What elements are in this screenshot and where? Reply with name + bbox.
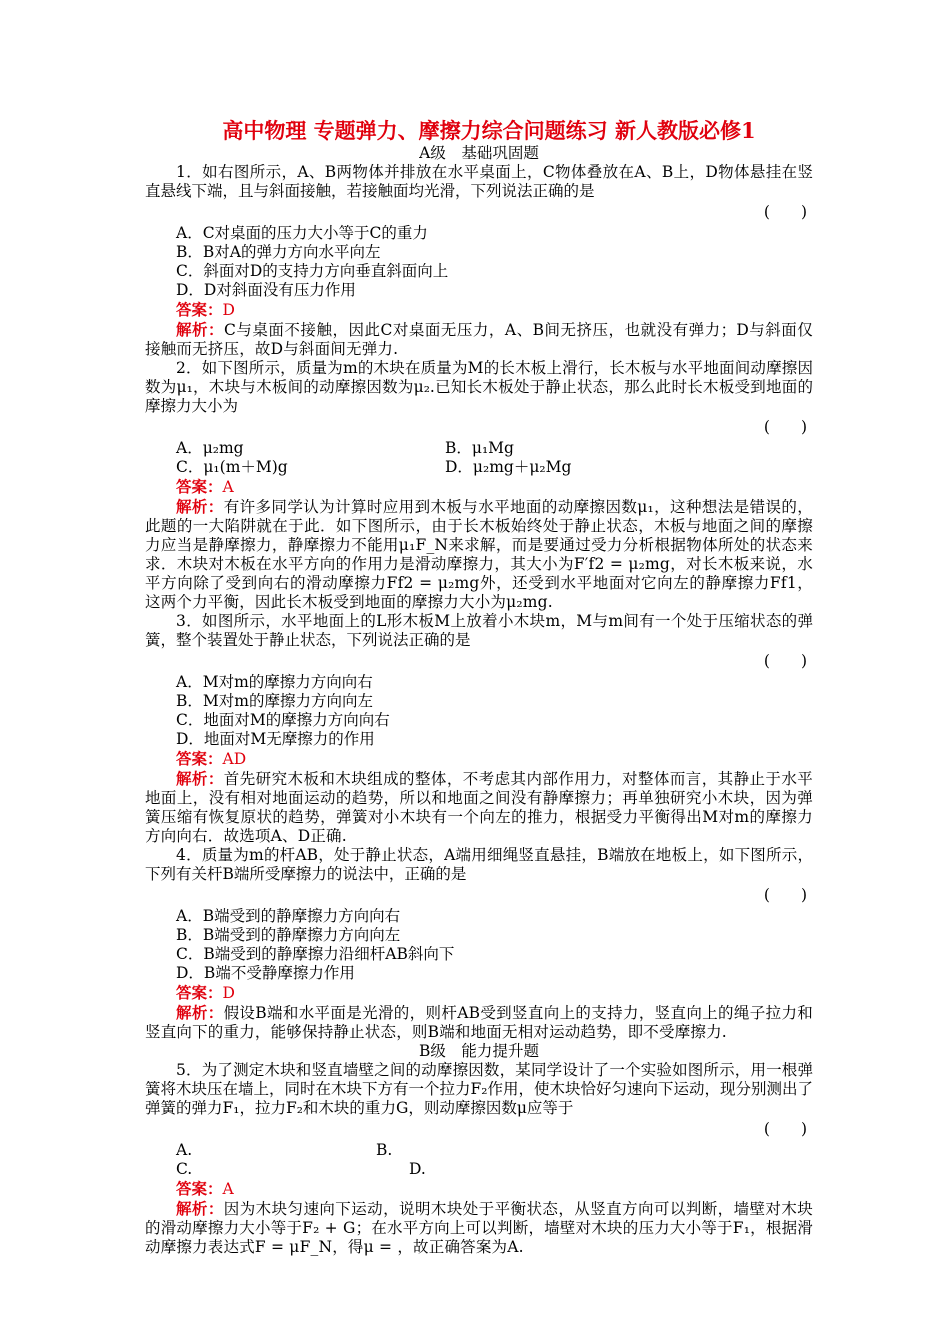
- q2-option-a: A．μ₂mg: [176, 439, 244, 457]
- section-a-heading: A级 基础巩固题: [419, 144, 539, 162]
- q5-option-a: A.: [176, 1141, 193, 1159]
- q2-analysis: 解析：有许多同学认为计算时应用到木板与水平地面的动摩擦因数μ₁，这种想法是错误的，此题的一大陷阱就在于此．如下图所示，由于长木板始终处于静止状态，木板与地面之间的摩擦力应当是静摩擦力，静摩擦力不能用μ₁F_N来求解，而是要通过受力分析根据物体所处的状态来求．木块对木板在水平方向的作用力是滑动摩擦力，其大小为F′f2 = μ₂mg，对长木板来说，水平方向除了受到向右的滑动摩擦力Ff2 = μ₂mg外，还受到水平地面对它向左的静摩擦力Ff1，这两个力平衡，因此长木板受到地面的摩擦力大小为μ₂mg.: [145, 497, 813, 611]
- q5-answer: 答案：A: [176, 1179, 234, 1198]
- q2-option-d: D．μ₂mg＋μ₂Mg: [445, 458, 572, 476]
- q1-answer: 答案：D: [176, 300, 235, 319]
- q5-options-row-1: [145, 1141, 813, 1160]
- q3-analysis: 解析：首先研究木板和木块组成的整体，不考虑其内部作用力，对整体而言，其静止于水平地面上，没有相对地面运动的趋势，所以和地面之间没有静摩擦力；再单独研究小木块，因为弹簧压缩有恢复原状的趋势，弹簧对小木块有一个向左的推力，根据受力平衡得出M对m的摩擦力方向向右．故选项A、D正确.: [145, 769, 813, 845]
- q4-option-d: D．B端不受静摩擦力作用: [176, 964, 355, 982]
- answer-blank: ( ): [763, 886, 807, 904]
- q3-option-c: C．地面对M的摩擦力方向向右: [176, 711, 390, 729]
- q3-option-d: D．地面对M无摩擦力的作用: [176, 730, 375, 748]
- answer-blank: ( ): [763, 1120, 807, 1138]
- q4-answer: 答案：D: [176, 983, 235, 1002]
- q1-analysis: 解析：C与桌面不接触，因此C对桌面无压力，A、B间无挤压，也就没有弹力；D与斜面仅接触而无挤压，故D与斜面间无弹力.: [145, 320, 813, 358]
- question-1-stem: 1．如右图所示，A、B两物体并排放在水平桌面上，C物体叠放在A、B上，D物体悬挂在竖直悬线下端，且与斜面接触，若接触面均光滑，下列说法正确的是: [145, 163, 813, 200]
- q2-options-row-1: [145, 439, 813, 458]
- answer-blank: ( ): [763, 652, 807, 670]
- document-body: [145, 118, 813, 1257]
- answer-blank: ( ): [763, 203, 807, 221]
- q2-options-row-2: [145, 458, 813, 477]
- question-4-stem: 4．质量为m的杆AB，处于静止状态，A端用细绳竖直悬挂，B端放在地板上，如下图所示，下列有关杆B端所受摩擦力的说法中，正确的是: [145, 846, 813, 883]
- q5-analysis: 解析：因为木块匀速向下运动，说明木块处于平衡状态，从竖直方向可以判断，墙壁对木块的滑动摩擦力大小等于F₂ + G；在水平方向上可以判断，墙壁对木块的压力大小等于F₁，根据滑动摩擦力表达式F = μF_N，得μ = ，故正确答案为A.: [145, 1199, 813, 1256]
- q4-analysis: 解析：假设B端和水平面是光滑的，则杆AB受到竖直向上的支持力，竖直向上的绳子拉力和竖直向下的重力，能够保持静止状态，则B端和地面无相对运动趋势，即不受摩擦力.: [145, 1003, 814, 1041]
- page-title: 高中物理 专题弹力、摩擦力综合问题练习 新人教版必修1: [222, 118, 756, 143]
- q2-option-b: B．μ₁Mg: [445, 439, 514, 457]
- q5-option-c: C.: [176, 1160, 193, 1178]
- question-2-stem: 2．如下图所示，质量为m的木块在质量为M的长木板上滑行，长木板与水平地面间动摩擦因数为μ₁，木块与木板间的动摩擦因数为μ₂.已知长木板处于静止状态，那么此时长木板受到地面的摩擦力大小为: [145, 359, 813, 415]
- question-3-stem: 3．如图所示，水平地面上的L形木板M上放着小木块m，M与m间有一个处于压缩状态的弹簧，整个装置处于静止状态，下列说法正确的是: [145, 612, 813, 649]
- section-b-heading: B级 能力提升题: [419, 1042, 539, 1060]
- q2-option-c: C．μ₁(m＋M)g: [176, 458, 288, 476]
- q5-options-row-2: [145, 1160, 813, 1179]
- q4-option-a: A．B端受到的静摩擦力方向向右: [176, 907, 401, 925]
- answer-blank: ( ): [763, 418, 807, 436]
- q4-option-b: B．B端受到的静摩擦力方向向左: [176, 926, 401, 944]
- q4-option-c: C．B端受到的静摩擦力沿细杆AB斜向下: [176, 945, 455, 963]
- q2-answer: 答案：A: [176, 477, 234, 496]
- q1-option-b: B．B对A的弹力方向水平向左: [176, 243, 381, 261]
- q3-answer: 答案：AD: [176, 749, 247, 768]
- q3-option-a: A．M对m的摩擦力方向向右: [176, 673, 373, 691]
- question-5-stem: 5．为了测定木块和竖直墙壁之间的动摩擦因数，某同学设计了一个实验如图所示，用一根弹簧将木块压在墙上，同时在木块下方有一个拉力F₂作用，使木块恰好匀速向下运动，现分别测出了弹簧的弹力F₁，拉力F₂和木块的重力G，则动摩擦因数μ应等于: [145, 1061, 813, 1117]
- q5-option-d: D.: [409, 1160, 426, 1178]
- q1-option-d: D．D对斜面没有压力作用: [176, 281, 356, 299]
- q3-option-b: B．M对m的摩擦力方向向左: [176, 692, 373, 710]
- q1-option-c: C．斜面对D的支持力方向垂直斜面向上: [176, 262, 449, 280]
- q5-option-b: B.: [376, 1141, 393, 1159]
- q1-option-a: A．C对桌面的压力大小等于C的重力: [176, 224, 428, 242]
